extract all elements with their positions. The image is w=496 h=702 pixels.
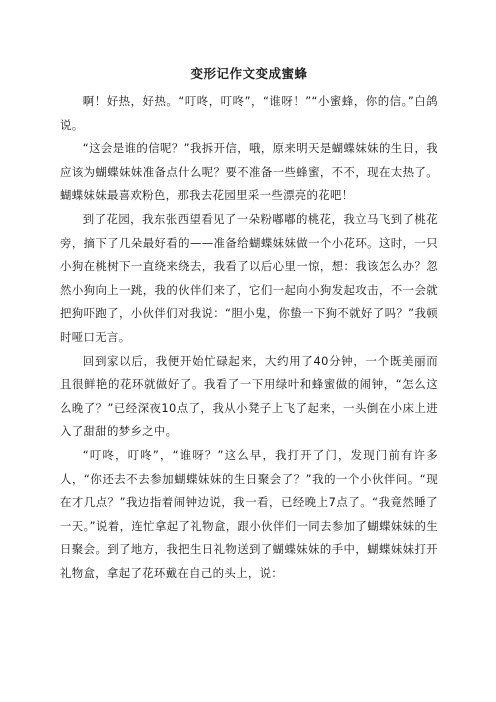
paragraph-1: 啊！好热，好热。“叮咚，叮咚”，“谁呀！”“小蜜蜂，你的信。”白鸽说。 (60, 94, 438, 132)
paragraph-5: “叮咚，叮咚”，“谁呀？”这么早，我打开了门，发现门前有许多人，“你还去不去参加蝴蝶妹妹的生日聚会了？”我的一个小伙伴问。“现在才几点？”我边指着闹钟边说，我一看，已经晚上7点了。“我竟然睡了一天。”说着，连忙拿起了礼物盒，跟小伙伴们一同去参加了蝴蝶妹妹的生日聚会。到了地方，我把生日礼物送到了蝴蝶妹妹的手中，蝴蝶妹妹打开礼物盒，拿起了花环戴在自己的头上，说： (60, 447, 438, 580)
paragraph-4: 回到家以后，我便开始忙碌起来，大约用了40分钟，一个既美丽而且很鲜艳的花环就做好了。我看了一下用绿叶和蜂蜜做的闹钟，“怎么这么晚了？”已经深夜10点了，我从小凳子上飞了起来，一头倒在小床上进入了甜甜的梦乡之中。 (60, 353, 438, 439)
paragraph-3: 到了花园，我东张西望看见了一朵粉嘟嘟的桃花，我立马飞到了桃花旁，摘下了几朵最好看的——准备给蝴蝶妹妹做一个小花环。这时，一只小狗在桃树下一直绕来绕去，我看了以后心里一惊，想：我该怎么办？忽然小狗向上一跳，我的伙伴们来了，它们一起向小狗发起攻击，不一会就把狗吓跑了，小伙伴们对我说：“胆小鬼，你蛰一下狗不就好了吗？”我顿时哑口无言。 (60, 211, 438, 344)
document-title: 变形记作文变成蜜蜂 (190, 66, 308, 81)
paragraph-2: “这会是谁的信呢？”我拆开信，哦，原来明天是蝴蝶妹妹的生日，我应该为蝴蝶妹妹准备点什么呢？要不准备一些蜂蜜，不不，现在太热了。蝴蝶妹妹最喜欢粉色，那我去花园里采一些漂亮的花吧！ (60, 141, 438, 203)
